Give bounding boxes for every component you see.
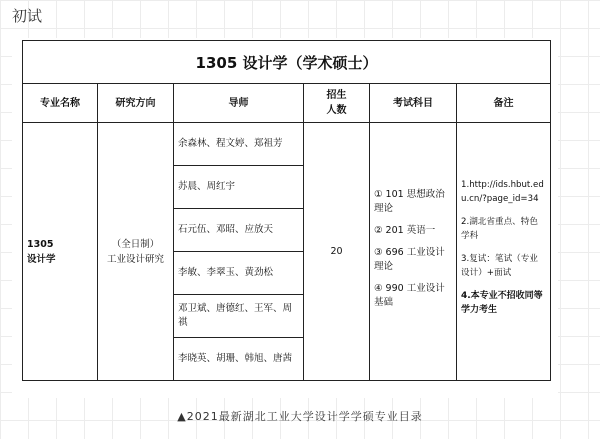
header-enroll-line1: 招生 [326,90,347,101]
direction-cell [98,123,174,381]
header-major: 专业名称 [23,84,98,123]
catalog-table [22,40,551,381]
header-enroll-line2: 人数 [326,105,347,116]
major-name: 设计学 [27,253,56,265]
subject-item: ④ 990 工业设计基础 [374,283,445,308]
advisor-group-2: 苏晨、周红宇 [174,166,304,209]
table-title: 1305 设计学（学术硕士） [23,41,551,84]
catalog-sheet [12,38,558,398]
advisor-group-3: 石元伍、邓昭、应放天 [174,209,304,252]
header-advisor: 导师 [174,84,304,123]
advisor-group-5: 邓卫斌、唐德红、王军、周祺 [174,295,304,338]
note-item: 4.本专业不招收同等学力考生 [461,290,543,315]
advisor-group-1: 余森林、程文婷、郑祖芳 [174,123,304,166]
header-row [23,84,551,123]
notes-cell [457,123,551,381]
major-code: 1305 [27,238,54,250]
header-direction: 研究方向 [98,84,174,123]
advisor-group-6: 李晓英、胡珊、韩旭、唐茜 [174,338,304,381]
enroll-count: 20 [304,123,370,381]
direction-mode: （全日制） [111,238,160,250]
major-cell [23,123,98,381]
table-row [23,123,551,166]
figure-caption: ▲2021最新湖北工业大学设计学学硕专业目录 [177,410,423,423]
subject-item: ② 201 英语一 [374,225,436,236]
header-notes: 备注 [457,84,551,123]
note-item: 3.复试：笔试（专业设计）+面试 [461,253,538,278]
subjects-cell [370,123,457,381]
section-title: 初试 [12,7,43,25]
header-subjects: 考试科目 [370,84,457,123]
subject-item: ③ 696 工业设计理论 [374,247,445,272]
direction-name: 工业设计研究 [106,253,164,265]
note-item: 1.http://ids.hbut.edu.cn/?page_id=34 [461,179,544,204]
note-item: 2.湖北省重点、特色学科 [461,216,538,241]
header-enroll [304,84,370,123]
subject-item: ① 101 思想政治理论 [374,189,445,214]
advisor-group-4: 李敏、李翠玉、黄劲松 [174,252,304,295]
